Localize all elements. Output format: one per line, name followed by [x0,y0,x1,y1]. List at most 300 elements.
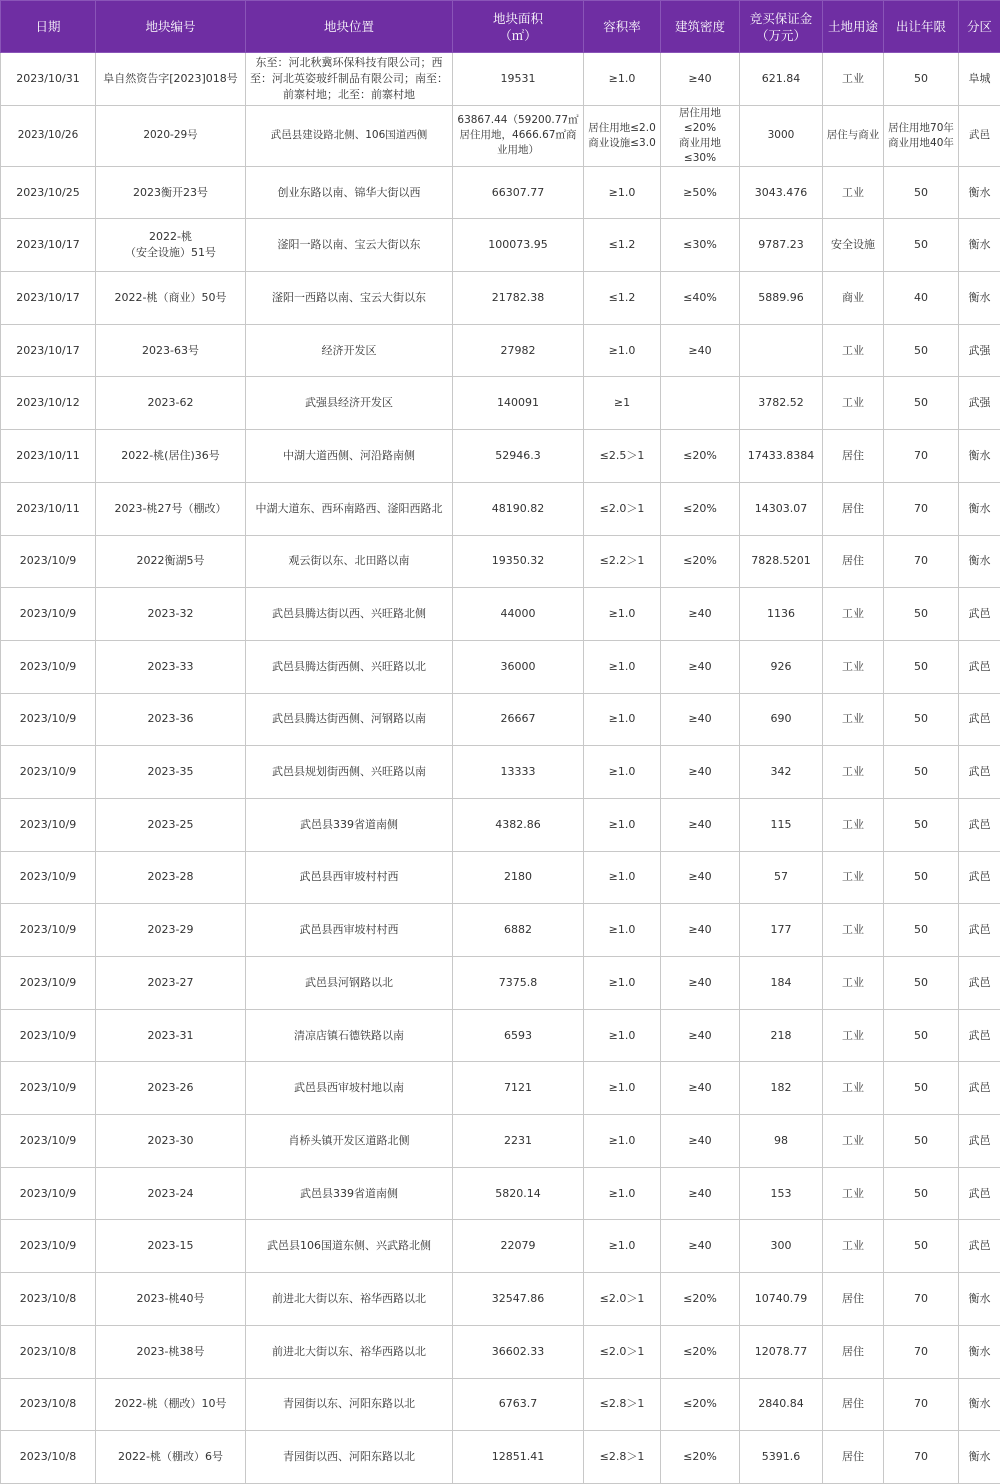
cell-district: 衡水 [959,430,1000,483]
cell-land-use: 居住 [823,1273,884,1326]
cell-term: 50 [884,324,959,377]
cell-location: 武邑县106国道东侧、兴武路北侧 [246,1220,453,1273]
table-row [1,693,1000,746]
cell-location: 中湖大道西侧、河沿路南侧 [246,430,453,483]
cell-location: 清凉店镇石德铁路以南 [246,1009,453,1062]
cell-parcel-id: 2023衡开23号 [96,166,246,219]
cell-date: 2023/10/8 [1,1378,96,1431]
table-row [1,1220,1000,1273]
cell-building-density: ≤20% [661,1325,740,1378]
table-row [1,746,1000,799]
cell-parcel-id: 2023-桃40号 [96,1273,246,1326]
cell-deposit [740,324,823,377]
cell-area: 2180 [453,851,584,904]
cell-plot-ratio: ≥1.0 [584,640,661,693]
cell-term: 50 [884,377,959,430]
cell-building-density: ≤30% [661,219,740,272]
cell-deposit: 184 [740,957,823,1010]
cell-location: 中湖大道东、西环南路西、滏阳西路北 [246,482,453,535]
table-row [1,1431,1000,1484]
cell-location: 创业东路以南、锦华大街以西 [246,166,453,219]
cell-area: 36602.33 [453,1325,584,1378]
cell-date: 2023/10/11 [1,430,96,483]
cell-building-density: ≤20% [661,1273,740,1326]
table-row [1,105,1000,166]
cell-building-density: ≥40 [661,1115,740,1168]
cell-term: 70 [884,1431,959,1484]
cell-area: 21782.38 [453,272,584,325]
table-row [1,430,1000,483]
cell-deposit: 153 [740,1167,823,1220]
cell-location: 前进北大街以东、裕华西路以北 [246,1325,453,1378]
cell-parcel-id: 2022-桃(居住)36号 [96,430,246,483]
header-parcel-id: 地块编号 [96,1,246,53]
cell-plot-ratio: ≤2.2＞1 [584,535,661,588]
cell-plot-ratio: ≤2.0＞1 [584,1325,661,1378]
cell-district: 衡水 [959,535,1000,588]
cell-area: 19350.32 [453,535,584,588]
cell-district: 武邑 [959,904,1000,957]
table-header-row [1,1,1000,53]
cell-building-density: ≥50% [661,166,740,219]
cell-deposit: 3000 [740,105,823,166]
cell-location: 武邑县腾达街以西、兴旺路北侧 [246,588,453,641]
cell-area: 52946.3 [453,430,584,483]
cell-land-use: 居住 [823,1325,884,1378]
cell-area: 22079 [453,1220,584,1273]
cell-parcel-id: 2023-桃38号 [96,1325,246,1378]
cell-area: 140091 [453,377,584,430]
cell-parcel-id: 2023-桃27号（棚改） [96,482,246,535]
table-row [1,1009,1000,1062]
cell-date: 2023/10/9 [1,588,96,641]
cell-district: 武邑 [959,1220,1000,1273]
cell-plot-ratio: ≤2.0＞1 [584,482,661,535]
cell-parcel-id: 2023-63号 [96,324,246,377]
table-row [1,1378,1000,1431]
cell-date: 2023/10/9 [1,1009,96,1062]
cell-date: 2023/10/25 [1,166,96,219]
cell-date: 2023/10/9 [1,535,96,588]
cell-building-density [661,377,740,430]
cell-deposit: 5889.96 [740,272,823,325]
cell-area: 6882 [453,904,584,957]
cell-deposit: 177 [740,904,823,957]
cell-term: 40 [884,272,959,325]
cell-location: 经济开发区 [246,324,453,377]
table-row [1,798,1000,851]
cell-location: 武邑县腾达街西侧、河钢路以南 [246,693,453,746]
cell-building-density: 居住用地≤20% 商业用地≤30% [661,105,740,166]
cell-plot-ratio: ≥1.0 [584,53,661,106]
cell-deposit: 182 [740,1062,823,1115]
cell-location: 武邑县339省道南侧 [246,1167,453,1220]
cell-deposit: 14303.07 [740,482,823,535]
cell-term: 70 [884,1273,959,1326]
cell-location: 肖桥头镇开发区道路北侧 [246,1115,453,1168]
cell-deposit: 218 [740,1009,823,1062]
cell-deposit: 3782.52 [740,377,823,430]
cell-land-use: 居住与商业 [823,105,884,166]
cell-area: 2231 [453,1115,584,1168]
cell-location: 青园街以西、河阳东路以北 [246,1431,453,1484]
cell-term: 50 [884,166,959,219]
cell-land-use: 工业 [823,957,884,1010]
table-row [1,957,1000,1010]
cell-location: 武邑县河钢路以北 [246,957,453,1010]
cell-plot-ratio: ≤2.5＞1 [584,430,661,483]
cell-parcel-id: 2023-15 [96,1220,246,1273]
cell-plot-ratio: ≥1.0 [584,1009,661,1062]
cell-deposit: 57 [740,851,823,904]
header-land-use: 土地用途 [823,1,884,53]
cell-parcel-id: 2023-31 [96,1009,246,1062]
cell-district: 武邑 [959,1115,1000,1168]
cell-district: 衡水 [959,1325,1000,1378]
cell-area: 12851.41 [453,1431,584,1484]
cell-plot-ratio: ≥1.0 [584,1220,661,1273]
cell-area: 6593 [453,1009,584,1062]
table-row [1,1167,1000,1220]
cell-date: 2023/10/9 [1,746,96,799]
cell-location: 前进北大街以东、裕华西路以北 [246,1273,453,1326]
cell-term: 居住用地70年 商业用地40年 [884,105,959,166]
cell-plot-ratio: ≥1.0 [584,693,661,746]
table-row [1,588,1000,641]
cell-land-use: 居住 [823,482,884,535]
header-deposit: 竞买保证金 （万元） [740,1,823,53]
cell-land-use: 商业 [823,272,884,325]
cell-area: 13333 [453,746,584,799]
table-row [1,904,1000,957]
cell-date: 2023/10/12 [1,377,96,430]
cell-area: 36000 [453,640,584,693]
cell-date: 2023/10/9 [1,1062,96,1115]
cell-building-density: ≤40% [661,272,740,325]
cell-building-density: ≤20% [661,535,740,588]
cell-district: 武邑 [959,798,1000,851]
cell-date: 2023/10/8 [1,1431,96,1484]
cell-building-density: ≤20% [661,1431,740,1484]
cell-land-use: 工业 [823,904,884,957]
cell-plot-ratio: ≥1.0 [584,324,661,377]
cell-deposit: 115 [740,798,823,851]
cell-plot-ratio: ≥1.0 [584,1167,661,1220]
table-row [1,1115,1000,1168]
header-district: 分区 [959,1,1000,53]
cell-location: 武邑县建设路北侧、106国道西侧 [246,105,453,166]
table-row [1,640,1000,693]
table-row [1,851,1000,904]
cell-building-density: ≥40 [661,904,740,957]
table-row [1,272,1000,325]
cell-date: 2023/10/26 [1,105,96,166]
cell-term: 50 [884,1220,959,1273]
cell-plot-ratio: ≥1.0 [584,746,661,799]
cell-parcel-id: 2023-26 [96,1062,246,1115]
cell-parcel-id: 2023-33 [96,640,246,693]
cell-parcel-id: 2023-24 [96,1167,246,1220]
cell-area: 19531 [453,53,584,106]
cell-date: 2023/10/9 [1,957,96,1010]
cell-building-density: ≥40 [661,588,740,641]
cell-location: 观云街以东、北田路以南 [246,535,453,588]
cell-building-density: ≥40 [661,53,740,106]
cell-building-density: ≥40 [661,1009,740,1062]
cell-land-use: 工业 [823,53,884,106]
cell-district: 武邑 [959,640,1000,693]
cell-deposit: 7828.5201 [740,535,823,588]
cell-parcel-id: 2023-25 [96,798,246,851]
cell-land-use: 工业 [823,640,884,693]
table-row [1,1062,1000,1115]
cell-location: 武邑县339省道南侧 [246,798,453,851]
cell-land-use: 工业 [823,746,884,799]
cell-plot-ratio: ≥1.0 [584,798,661,851]
cell-term: 50 [884,851,959,904]
cell-area: 7121 [453,1062,584,1115]
cell-district: 武邑 [959,957,1000,1010]
cell-land-use: 工业 [823,693,884,746]
cell-term: 50 [884,798,959,851]
cell-parcel-id: 2023-29 [96,904,246,957]
table-row [1,1273,1000,1326]
cell-land-use: 工业 [823,377,884,430]
cell-area: 100073.95 [453,219,584,272]
header-location: 地块位置 [246,1,453,53]
cell-district: 武邑 [959,588,1000,641]
cell-deposit: 690 [740,693,823,746]
cell-term: 50 [884,1009,959,1062]
cell-area: 48190.82 [453,482,584,535]
cell-area: 66307.77 [453,166,584,219]
cell-term: 50 [884,1167,959,1220]
cell-parcel-id: 2022-桃 （安全设施）51号 [96,219,246,272]
cell-land-use: 工业 [823,798,884,851]
table-row [1,166,1000,219]
cell-land-use: 工业 [823,324,884,377]
cell-term: 50 [884,1115,959,1168]
cell-building-density: ≥40 [661,1167,740,1220]
cell-building-density: ≥40 [661,640,740,693]
cell-land-use: 工业 [823,1115,884,1168]
cell-term: 70 [884,482,959,535]
cell-location: 武邑县西审坡村村西 [246,904,453,957]
cell-location: 武强县经济开发区 [246,377,453,430]
cell-building-density: ≥40 [661,957,740,1010]
cell-parcel-id: 2023-28 [96,851,246,904]
cell-plot-ratio: ≥1.0 [584,166,661,219]
cell-date: 2023/10/9 [1,693,96,746]
cell-area: 6763.7 [453,1378,584,1431]
table-row [1,535,1000,588]
cell-land-use: 工业 [823,588,884,641]
table-row [1,53,1000,106]
cell-land-use: 工业 [823,851,884,904]
cell-building-density: ≥40 [661,1062,740,1115]
cell-deposit: 300 [740,1220,823,1273]
cell-date: 2023/10/31 [1,53,96,106]
cell-area: 4382.86 [453,798,584,851]
cell-district: 武强 [959,377,1000,430]
cell-area: 44000 [453,588,584,641]
cell-location: 青园街以东、河阳东路以北 [246,1378,453,1431]
cell-location: 武邑县规划街西侧、兴旺路以南 [246,746,453,799]
cell-deposit: 5391.6 [740,1431,823,1484]
table-row [1,324,1000,377]
cell-date: 2023/10/8 [1,1325,96,1378]
cell-term: 70 [884,430,959,483]
cell-district: 阜城 [959,53,1000,106]
cell-term: 70 [884,1378,959,1431]
cell-date: 2023/10/9 [1,1115,96,1168]
cell-district: 武邑 [959,105,1000,166]
cell-land-use: 居住 [823,430,884,483]
header-building-density: 建筑密度 [661,1,740,53]
cell-plot-ratio: ≥1 [584,377,661,430]
cell-term: 70 [884,1325,959,1378]
cell-date: 2023/10/11 [1,482,96,535]
cell-term: 70 [884,535,959,588]
cell-building-density: ≥40 [661,693,740,746]
cell-plot-ratio: ≥1.0 [584,588,661,641]
cell-area: 7375.8 [453,957,584,1010]
cell-deposit: 98 [740,1115,823,1168]
cell-location: 滏阳一西路以南、宝云大街以东 [246,272,453,325]
cell-deposit: 926 [740,640,823,693]
cell-plot-ratio: ≥1.0 [584,851,661,904]
cell-building-density: ≤20% [661,430,740,483]
cell-parcel-id: 2023-32 [96,588,246,641]
cell-term: 50 [884,957,959,1010]
cell-date: 2023/10/8 [1,1273,96,1326]
cell-date: 2023/10/9 [1,1167,96,1220]
cell-plot-ratio: 居住用地≤2.0 商业设施≤3.0 [584,105,661,166]
table-row [1,1325,1000,1378]
cell-building-density: ≤20% [661,482,740,535]
cell-parcel-id: 2022-桃（棚改）6号 [96,1431,246,1484]
cell-district: 衡水 [959,1431,1000,1484]
cell-plot-ratio: ≥1.0 [584,904,661,957]
cell-deposit: 9787.23 [740,219,823,272]
cell-date: 2023/10/9 [1,640,96,693]
cell-term: 50 [884,746,959,799]
cell-plot-ratio: ≥1.0 [584,1062,661,1115]
cell-parcel-id: 2023-62 [96,377,246,430]
cell-district: 武邑 [959,1062,1000,1115]
cell-deposit: 17433.8384 [740,430,823,483]
cell-parcel-id: 2023-30 [96,1115,246,1168]
cell-parcel-id: 2022-桃（商业）50号 [96,272,246,325]
cell-land-use: 工业 [823,1220,884,1273]
cell-parcel-id: 2022-桃（棚改）10号 [96,1378,246,1431]
cell-date: 2023/10/17 [1,324,96,377]
table-row [1,482,1000,535]
cell-parcel-id: 2023-27 [96,957,246,1010]
cell-deposit: 2840.84 [740,1378,823,1431]
cell-land-use: 安全设施 [823,219,884,272]
table-row [1,377,1000,430]
header-term: 出让年限 [884,1,959,53]
cell-deposit: 621.84 [740,53,823,106]
cell-location: 武邑县腾达街西侧、兴旺路以北 [246,640,453,693]
cell-plot-ratio: ≥1.0 [584,957,661,1010]
cell-land-use: 工业 [823,1167,884,1220]
cell-parcel-id: 阜自然资告字[2023]018号 [96,53,246,106]
cell-parcel-id: 2023-36 [96,693,246,746]
cell-date: 2023/10/9 [1,1220,96,1273]
cell-area: 5820.14 [453,1167,584,1220]
cell-land-use: 居住 [823,1378,884,1431]
cell-district: 衡水 [959,219,1000,272]
cell-district: 武邑 [959,1009,1000,1062]
cell-building-density: ≥40 [661,851,740,904]
cell-term: 50 [884,53,959,106]
cell-land-use: 工业 [823,166,884,219]
cell-term: 50 [884,693,959,746]
cell-deposit: 12078.77 [740,1325,823,1378]
cell-plot-ratio: ≤1.2 [584,272,661,325]
cell-building-density: ≥40 [661,1220,740,1273]
cell-district: 衡水 [959,482,1000,535]
cell-land-use: 工业 [823,1009,884,1062]
cell-date: 2023/10/9 [1,851,96,904]
header-date: 日期 [1,1,96,53]
cell-date: 2023/10/17 [1,219,96,272]
cell-land-use: 工业 [823,1062,884,1115]
cell-parcel-id: 2020-29号 [96,105,246,166]
cell-location: 武邑县西审坡村村西 [246,851,453,904]
cell-land-use: 居住 [823,535,884,588]
cell-district: 衡水 [959,166,1000,219]
cell-parcel-id: 2022衡湖5号 [96,535,246,588]
cell-location: 武邑县西审坡村地以南 [246,1062,453,1115]
cell-district: 衡水 [959,1378,1000,1431]
cell-district: 武强 [959,324,1000,377]
header-plot-ratio: 容积率 [584,1,661,53]
cell-district: 衡水 [959,1273,1000,1326]
cell-location: 滏阳一路以南、宝云大街以东 [246,219,453,272]
cell-plot-ratio: ≤2.8＞1 [584,1431,661,1484]
cell-date: 2023/10/9 [1,798,96,851]
cell-term: 50 [884,588,959,641]
cell-area: 27982 [453,324,584,377]
cell-date: 2023/10/17 [1,272,96,325]
cell-land-use: 居住 [823,1431,884,1484]
cell-district: 武邑 [959,851,1000,904]
cell-building-density: ≥40 [661,746,740,799]
cell-district: 武邑 [959,746,1000,799]
table-row [1,219,1000,272]
cell-building-density: ≥40 [661,324,740,377]
cell-deposit: 1136 [740,588,823,641]
cell-district: 衡水 [959,272,1000,325]
cell-district: 武邑 [959,1167,1000,1220]
cell-deposit: 3043.476 [740,166,823,219]
cell-plot-ratio: ≤2.0＞1 [584,1273,661,1326]
cell-area: 32547.86 [453,1273,584,1326]
cell-building-density: ≤20% [661,1378,740,1431]
cell-building-density: ≥40 [661,798,740,851]
cell-plot-ratio: ≥1.0 [584,1115,661,1168]
cell-area: 63867.44（59200.77㎡居住用地，4666.67㎡商业用地） [453,105,584,166]
cell-term: 50 [884,219,959,272]
cell-district: 武邑 [959,693,1000,746]
cell-plot-ratio: ≤1.2 [584,219,661,272]
cell-parcel-id: 2023-35 [96,746,246,799]
cell-deposit: 10740.79 [740,1273,823,1326]
cell-term: 50 [884,640,959,693]
